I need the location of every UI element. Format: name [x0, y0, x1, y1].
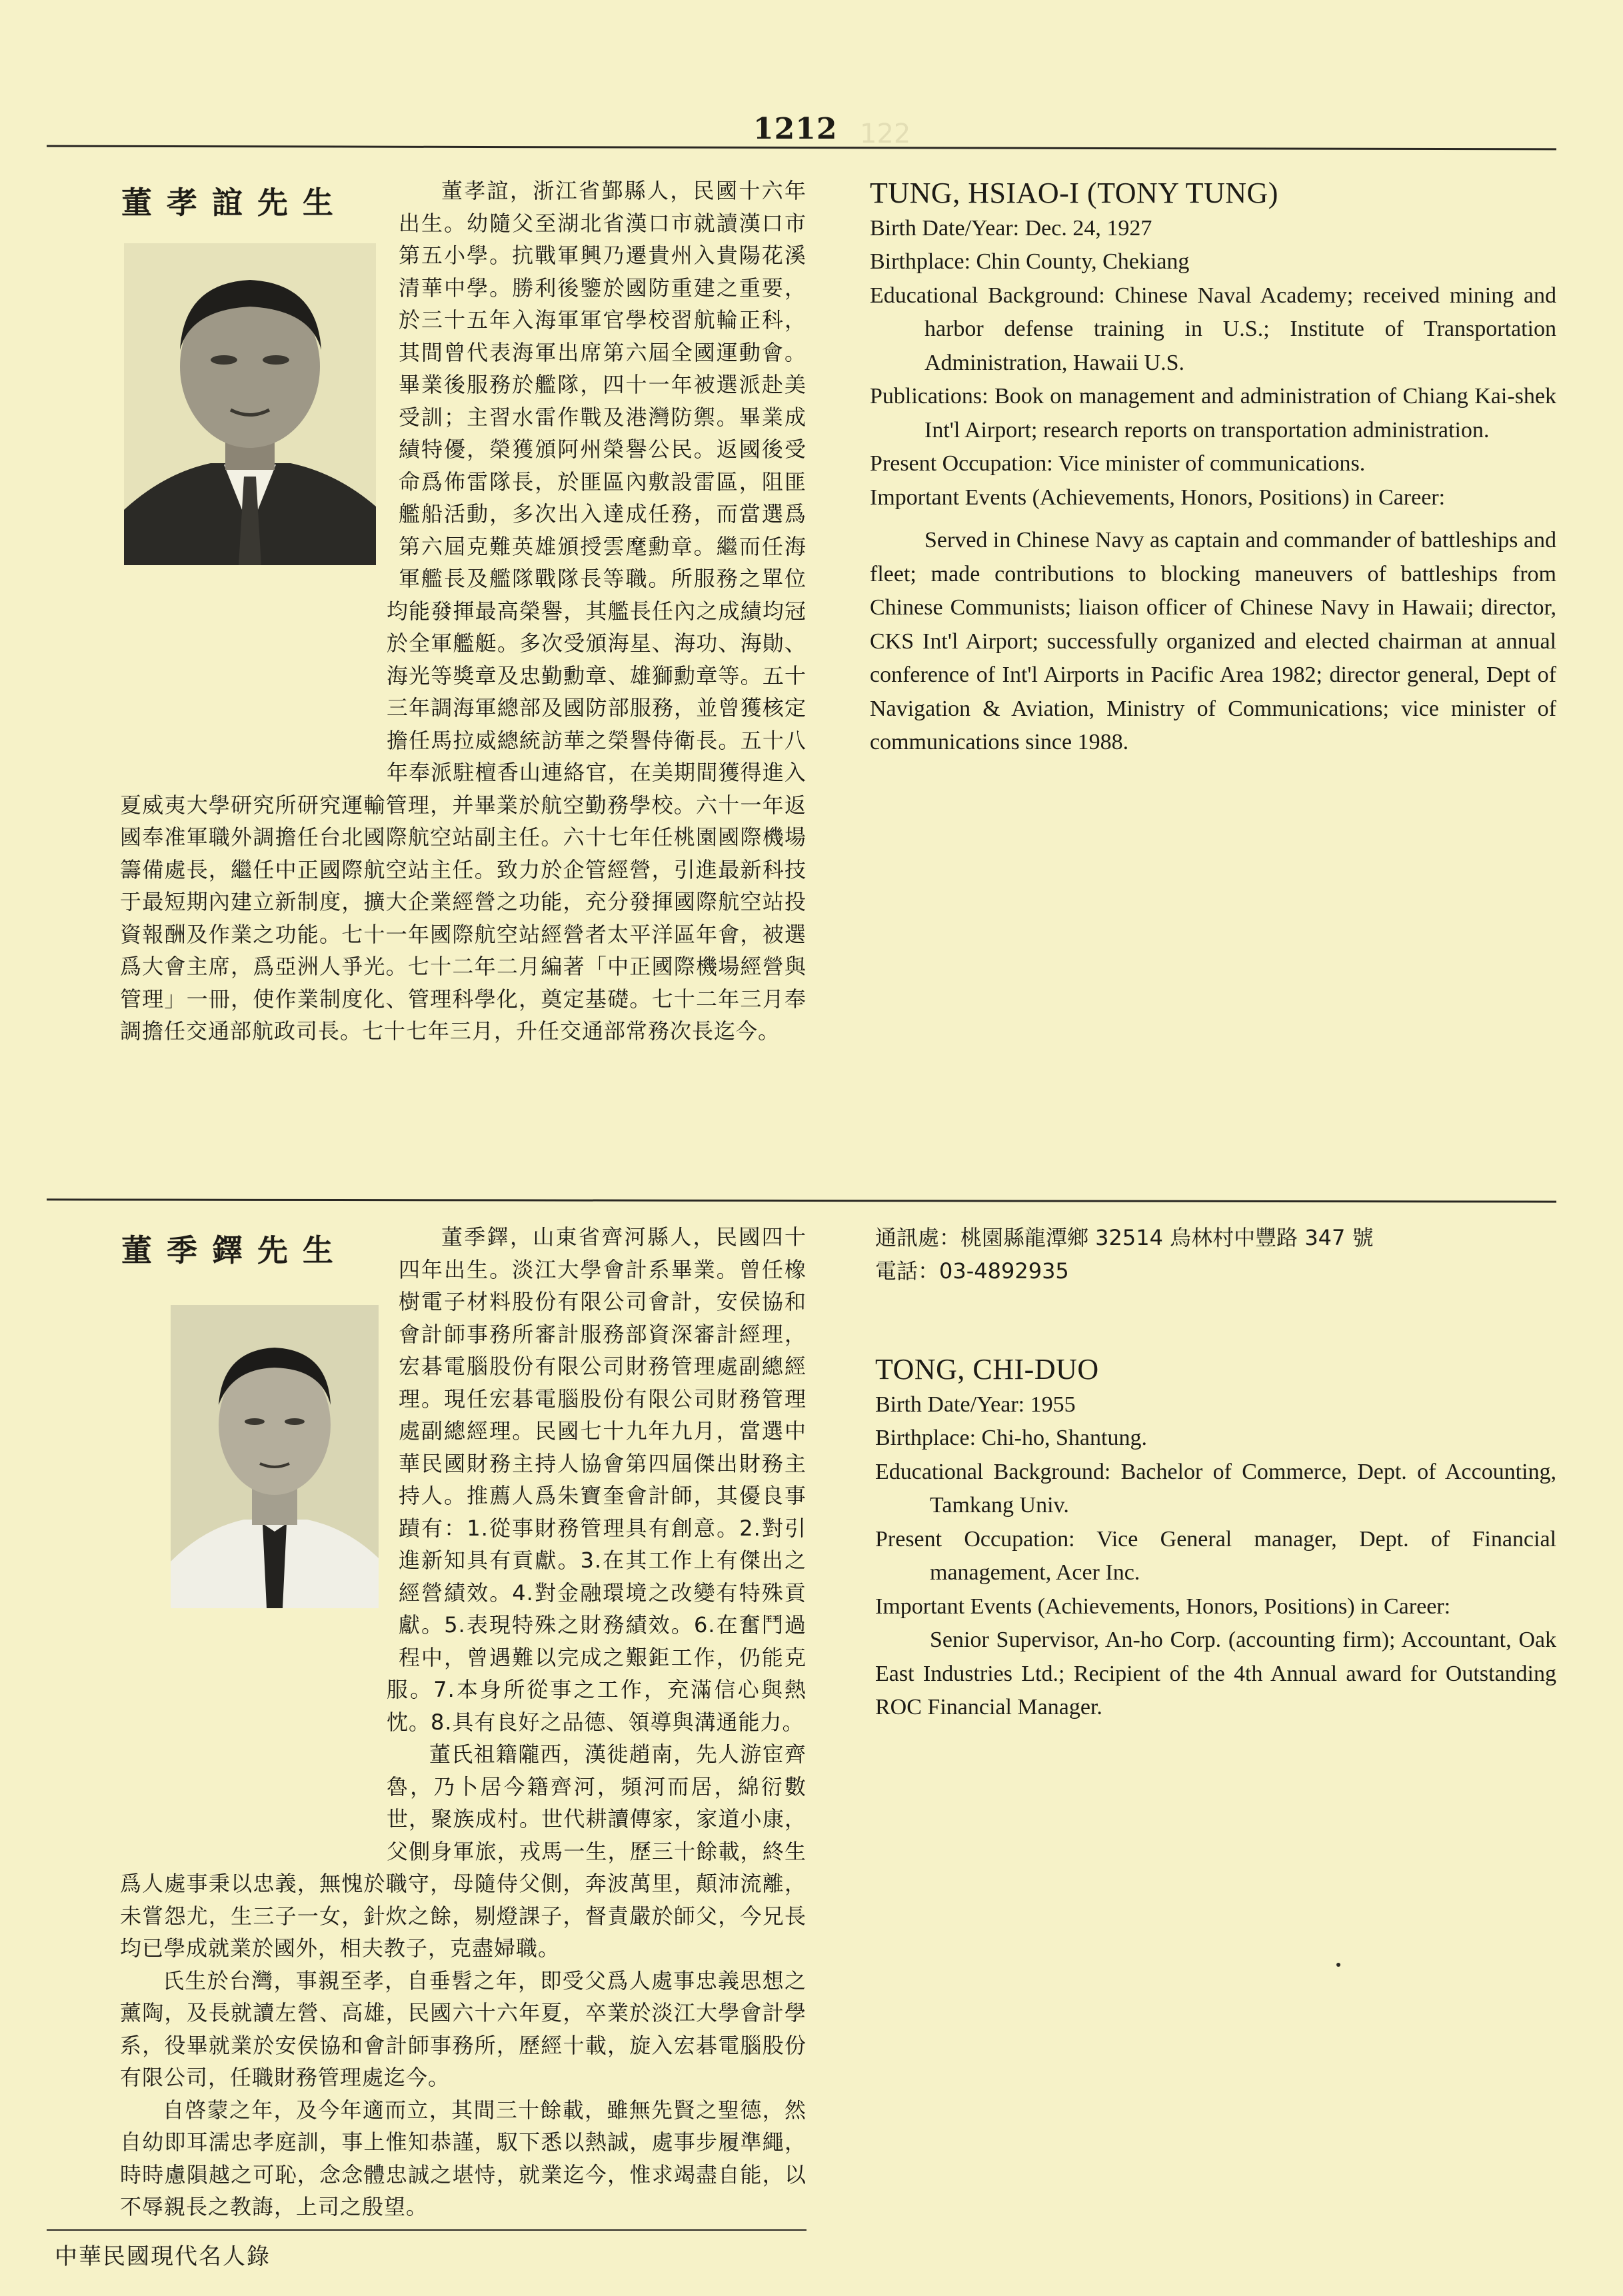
entry2-occupation: Present Occupation: Vice General manager, Dept. of Financial management, Acer Inc.	[875, 1526, 1556, 1585]
bleed-through-mark: 122	[860, 119, 911, 149]
entry2-birthplace: Birthplace: Chi-ho, Shantung.	[875, 1426, 1147, 1450]
entry2-birth: Birth Date/Year: 1955	[875, 1392, 1076, 1417]
book-title-footer: 中華民國現代名人錄	[55, 2243, 271, 2270]
entry2-bio-paragraph-3: 氏生於台灣，事親至孝，自垂髫之年，即受父爲人處事忠義思想之薰陶，及長就讀左營、高雄，民國六十六年夏，卒業於淡江大學會計學系，役畢就業於安侯協和會計師事務所，歷經十載，旋入宏碁電腦股份有限公司，任職財務管理處迄今。	[120, 1967, 807, 2090]
entry1-publications: Publications: Book on management and administration of Chiang Kai-shek Int'l Airport; research reports on transportation administration.	[870, 384, 1556, 443]
entry2-education: Educational Background: Bachelor of Commerce, Dept. of Accounting, Tamkang Univ.	[875, 1459, 1556, 1518]
entry2-portrait-photo	[171, 1305, 379, 1608]
entry1-occupation: Present Occupation: Vice minister of communications.	[870, 451, 1366, 476]
entry2-career: Senior Supervisor, An-ho Corp. (accounting firm); Accountant, Oak East Industries Ltd.; Recipient of the 4th Annual award for Outstanding ROC Financial Manager.	[875, 1628, 1556, 1720]
entry2-address: 通訊處：桃園縣龍潭鄉 32514 烏林村中豐路 347 號	[875, 1225, 1374, 1250]
entry1-events-label: Important Events (Achievements, Honors, Positions) in Career:	[870, 485, 1446, 510]
entry2-phone: 電話：03-4892935	[875, 1258, 1069, 1284]
entry1-chinese-name: 董孝誼先生	[121, 185, 348, 221]
entry2-english-section	[875, 1353, 1556, 1725]
entry1-education: Educational Background: Chinese Naval Academy; received mining and harbor defense training in U.S.; Institute of Transportation Administration, Hawaii U.S.	[870, 283, 1556, 375]
entry1-portrait-photo	[124, 243, 376, 565]
entry2-bio-paragraph-1: 董季鐸，山東省齊河縣人，民國四十四年出生。淡江大學會計系畢業。曾任橡樹電子材料股份有限公司會計，安侯協和會計師事務所審計服務部資深審計經理，宏碁電腦股份有限公司財務管理處副總經理。現任宏碁電腦股份有限公司財務管理處副總經理。民國七十九年九月，當選中華民國財務主持人協會第四屆傑出財務主持人。推薦人爲朱寶奎會計師，其優良事蹟有：1.從事財務管理具有創意。2.對引進新知具有貢獻。3.在其工作上有傑出之經營績效。4.對金融環境之改變有特殊貢獻。5.表現特殊之財務績效。6.在奮鬥過程中，曾遇難以完成之艱鉅工作，仍能克服。7.本身所從事之工作，充滿信心與熱忱。8.具有良好之品德、領導與溝通能力。	[387, 1224, 807, 1735]
entry2-contact	[875, 1221, 1542, 1288]
entry2-english-name: TONG, CHI-DUO	[875, 1353, 1099, 1386]
entry1-birth: Birth Date/Year: Dec. 24, 1927	[870, 215, 1152, 241]
page-number: 1212	[753, 112, 838, 146]
entry1-english-name: TUNG, HSIAO-I (TONY TUNG)	[870, 177, 1278, 209]
entry2-heading-spacer	[120, 1654, 387, 1844]
entry1-bio-paragraph: 董孝誼，浙江省鄞縣人，民國十六年出生。幼隨父至湖北省漢口市就讀漢口市第五小學。抗戰軍興乃遷貴州入貴陽花溪清華中學。勝利後鑒於國防重建之重要，於三十五年入海軍軍官學校習航輪正科，其間曾代表海軍出席第六屆全國運動會。畢業後服務於艦隊，四十一年被選派赴美受訓；主習水雷作戰及港灣防禦。畢業成績特優，榮獲頒阿州榮譽公民。返國後受命爲佈雷隊長，於匪區內敷設雷區，阻匪艦船活動，多次出入達成任務，而當選爲第六屆克難英雄頒授雲麾勳章。繼而任海軍艦長及艦隊戰隊長等職。所服務之單位均能發揮最高榮譽，其艦長任內之成績均冠於全軍艦艇。多次受頒海星、海功、海勛、海光等獎章及忠勤勳章、雄獅勳章等。五十三年調海軍總部及國防部服務，並曾獲核定擔任馬拉威總統訪華之榮譽侍衛長。五十八年奉派駐檀香山連絡官，在美期間獲得進入夏威夷大學研究所研究運輸管理，并畢業於航空勤務學校。六十一年返國奉准軍職外調擔任台北國際航空站副主任。六十七年任桃園國際機場籌備處長，繼任中正國際航空站主任。致力於企管經營，引進最新科技于最短期內建立新制度，擴大企業經營之功能，充分發揮國際航空站投資報酬及作業之功能。七十一年國際航空站經營者太平洋區年會，被選爲大會主席，爲亞洲人爭光。七十二年二月編著「中正國際機場經營與管理」一冊，使作業制度化、管理科學化，奠定基礎。七十二年三月奉調擔任交通部航政司長。七十七年三月，升任交通部常務次長迄今。	[120, 178, 807, 1044]
entry1-birthplace: Birthplace: Chin County, Chekiang	[870, 249, 1190, 274]
entry1-heading-spacer	[120, 568, 387, 768]
section-divider	[47, 1198, 1556, 1202]
entry1-english-section	[870, 177, 1556, 760]
entry2-events-label: Important Events (Achievements, Honors, Positions) in Career:	[875, 1594, 1451, 1619]
footer-rule	[47, 2229, 807, 2231]
entry2-bio-paragraph-4: 自啓蒙之年，及今年適而立，其間三十餘載，雖無先賢之聖德，然自幼即耳濡忠孝庭訓，事上惟知恭謹，馭下悉以熱誠，處事步履準繩，時時慮隕越之可恥，念念體忠誠之堪恃，就業迄今，惟求竭盡自能，以不辱親長之教誨，上司之殷望。	[120, 2097, 807, 2219]
entry2-bio-paragraph-2: 董氏祖籍隴西，漢徙趙南，先人游宦齊魯，乃卜居今籍齊河，頻河而居，綿衍數世，聚族成村。世代耕讀傳家，家道小康，父側身軍旅，戎馬一生，歷三十餘載，終生爲人處事秉以忠義，無愧於職守，母隨侍父側，奔波萬里，顛沛流離，未嘗怨尤，生三子一女，針炊之餘，剔燈課子，督責嚴於師父，今兄長均已學成就業於國外，相夫教子，克盡婦職。	[120, 1741, 807, 1961]
entry2-chinese-name: 董季鐸先生	[121, 1232, 348, 1268]
entry1-career: Served in Chinese Navy as captain and commander of battleships and fleet; made contributions to blocking maneuvers of battleships from Chinese Communists; liaison officer of Chinese Navy in Hawaii; director, CKS Int'l Airport; successfully organized and elected chairman at annual conference of Int'l Airports in Pacific Area 1982; director general, Dept of Navigation & Aviation, Ministry of Communications; vice minister of communications since 1988.	[870, 528, 1556, 754]
stray-dot	[1336, 1963, 1340, 1967]
